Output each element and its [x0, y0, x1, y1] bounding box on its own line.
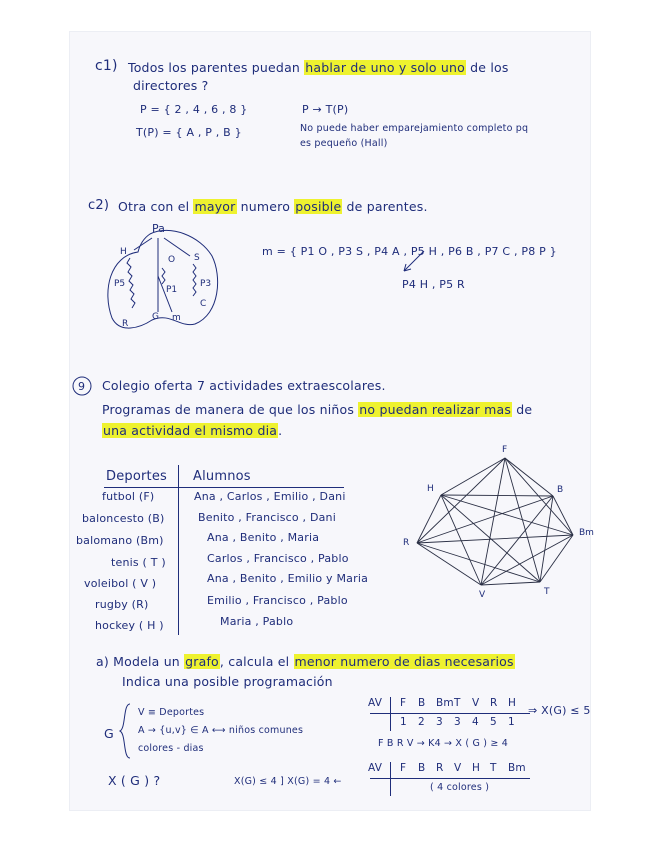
c1-note-line2: es pequeño (Hall)	[300, 138, 388, 149]
table-cell-students: Ana , Carlos , Emilio , Dani	[194, 490, 346, 503]
graph-node-label: F	[502, 445, 508, 455]
av-cell: F	[400, 762, 407, 774]
part-a-line2: Indica una posible programación	[122, 674, 333, 689]
av-cell: T	[490, 762, 497, 774]
c1-question-part-b: de los	[465, 60, 509, 75]
av-table-rule	[370, 713, 530, 714]
c2-correction: P4 H , P5 R	[402, 278, 465, 291]
av-cell: 3	[454, 716, 461, 728]
table-header-deportes: Deportes	[106, 469, 168, 484]
av2-table-rule	[370, 778, 530, 779]
chromatic-question: X ( G ) ?	[108, 773, 161, 788]
av-cell: H	[472, 762, 481, 774]
c2-highlight-mayor: mayor	[194, 199, 236, 214]
graph-node-label: T	[544, 587, 550, 597]
av-cell: Bm	[436, 697, 454, 709]
c1-map: P → T(P)	[302, 103, 349, 116]
q9-line1: Colegio oferta 7 actividades extraescolares.	[102, 378, 386, 393]
q9-line3-part-b: .	[278, 423, 283, 438]
c2-question-part-a: Otra con el	[118, 199, 194, 214]
q9-highlight-1: no puedan realizar mas	[359, 402, 512, 417]
tree-label-s: S	[194, 253, 200, 263]
graph-node-label: H	[427, 484, 434, 494]
table-cell-students: Carlos , Francisco , Pablo	[207, 552, 349, 565]
graph-edge	[540, 535, 573, 582]
problem-9-circle	[70, 374, 94, 398]
av-cell: 1	[400, 716, 407, 728]
av-cell: R	[436, 762, 444, 774]
tree-label-o: O	[168, 255, 176, 265]
table-cell-sport: hockey ( H )	[95, 619, 164, 632]
av-cell: 5	[490, 716, 497, 728]
av-cell: B	[418, 762, 426, 774]
k4-line: F B R V → K4 → X ( G ) ≥ 4	[378, 738, 508, 749]
q9-line3	[102, 423, 282, 438]
tree-label-p3: P3	[200, 279, 212, 289]
tree-label-pa: Pa	[152, 222, 165, 235]
table-header-rule	[104, 487, 344, 488]
graph-def-a: A → {u,v} ∈ A ⟷ niños comunes	[138, 725, 304, 736]
av-cell: 2	[418, 716, 425, 728]
table-cell-sport: baloncesto (B)	[82, 512, 165, 525]
av-cell: V	[472, 697, 480, 709]
graph-node-label: Bm	[579, 528, 594, 538]
av-cell: V	[454, 762, 462, 774]
tree-label-p1: P1	[166, 285, 178, 295]
c1-question-line1	[128, 60, 509, 75]
c1-set-p: P = { 2 , 4 , 6 , 8 }	[140, 103, 248, 116]
table-cell-students: Benito , Francisco , Dani	[198, 511, 336, 524]
graph-edge	[441, 495, 573, 535]
table-cell-sport: voleibol ( V )	[84, 577, 157, 590]
table-cell-sport: balomano (Bm)	[76, 534, 164, 547]
graph-edge	[481, 582, 540, 585]
av-cell: 4	[472, 716, 479, 728]
av-table-values	[368, 716, 568, 732]
q9-line2-part-b: de	[512, 402, 533, 417]
graph-edge	[540, 496, 553, 582]
table-cell-sport: tenis ( T )	[111, 556, 166, 569]
part-a-label: a)	[96, 654, 109, 669]
graph-edge	[505, 458, 573, 535]
chromatic-equation: X(G) ≤ 4 ] X(G) = 4 ←	[234, 776, 342, 787]
part-a-line1-part-a: Modela un	[113, 654, 185, 669]
graph-def-v: V ≡ Deportes	[138, 707, 205, 718]
tree-label-c: C	[200, 299, 207, 309]
c2-highlight-posible: posible	[295, 199, 342, 214]
av-cell: F	[400, 697, 407, 709]
av-cell: H	[508, 697, 517, 709]
av2-table-header	[368, 762, 568, 778]
tree-label-h: H	[120, 247, 127, 257]
c1-label: c1)	[95, 58, 118, 74]
av-table-result: ⇒ X(G) ≤ 5	[528, 704, 591, 717]
c1-highlight: hablar de uno y solo uno	[305, 60, 465, 75]
table-cell-students: Ana , Benito , Emilio y Maria	[207, 572, 369, 585]
graph-node-label: R	[403, 538, 410, 548]
table-cell-sport: futbol (F)	[102, 490, 155, 503]
c2-question-part-c: de parentes.	[342, 199, 428, 214]
tree-label-m: m	[172, 313, 181, 323]
av-cell: AV	[368, 697, 383, 709]
av-cell: Bm	[508, 762, 526, 774]
graph-edge	[417, 535, 573, 543]
av-cell: T	[454, 697, 461, 709]
table-cell-sport: rugby (R)	[95, 598, 149, 611]
c1-question-line2: directores ?	[133, 78, 209, 93]
c2-question-part-b: numero	[236, 199, 295, 214]
c2-question	[118, 199, 428, 214]
table-cell-students: Emilio , Francisco , Pablo	[207, 594, 348, 607]
q9-line2-part-a: Programas de manera de que los niños	[102, 402, 359, 417]
table-column-rule	[178, 465, 179, 635]
q9-line2	[102, 402, 532, 417]
part-a-line1	[96, 654, 515, 669]
av-cell: 1	[508, 716, 515, 728]
c2-matching: m = { P1 O , P3 S , P4 A , P5 H , P6 B , P7 C , P8 P }	[262, 245, 557, 258]
graph-node-label: B	[557, 485, 564, 495]
av-cell: B	[418, 697, 426, 709]
graph-edge	[481, 458, 505, 585]
tree-label-g: G	[152, 312, 159, 322]
table-cell-students: Ana , Benito , Maria	[207, 531, 320, 544]
svg-text:9: 9	[78, 380, 85, 393]
graph-edge	[505, 458, 553, 496]
q9-highlight-2: una actividad el mismo dia	[103, 423, 278, 438]
av2-table-note: ( 4 colores )	[430, 782, 490, 793]
c1-set-tp: T(P) = { A , P , B }	[136, 126, 242, 139]
c1-question-part-a: Todos los parentes puedan	[128, 60, 305, 75]
graph-edge	[441, 495, 553, 496]
graph-node-label: V	[479, 590, 486, 600]
av2-table-divider	[390, 762, 391, 796]
table-header-alumnos: Alumnos	[193, 469, 251, 484]
part-a-highlight-grafo: grafo	[185, 654, 219, 669]
tree-label-p5: P5	[114, 279, 126, 289]
graph-def-brace	[118, 702, 132, 760]
graph-def-colores: colores - dias	[138, 743, 204, 754]
part-a-line1-part-b: , calcula el	[219, 654, 294, 669]
table-cell-students: Maria , Pablo	[220, 615, 294, 628]
c2-correction-arrow	[398, 249, 428, 275]
bleed-through-text	[110, 160, 113, 171]
av-cell: R	[490, 697, 498, 709]
av-cell: 3	[436, 716, 443, 728]
conflict-graph	[395, 440, 595, 605]
part-a-highlight-dias: menor numero de dias necesarios	[294, 654, 514, 669]
graph-def-g: G	[104, 726, 114, 741]
av-cell: AV	[368, 762, 383, 774]
graph-edge	[481, 496, 553, 585]
c2-label: c2)	[88, 198, 110, 213]
c1-note-line1: No puede haber emparejamiento completo pq	[300, 123, 529, 134]
c2-matching-tree	[100, 216, 235, 336]
tree-label-r: R	[122, 319, 129, 329]
